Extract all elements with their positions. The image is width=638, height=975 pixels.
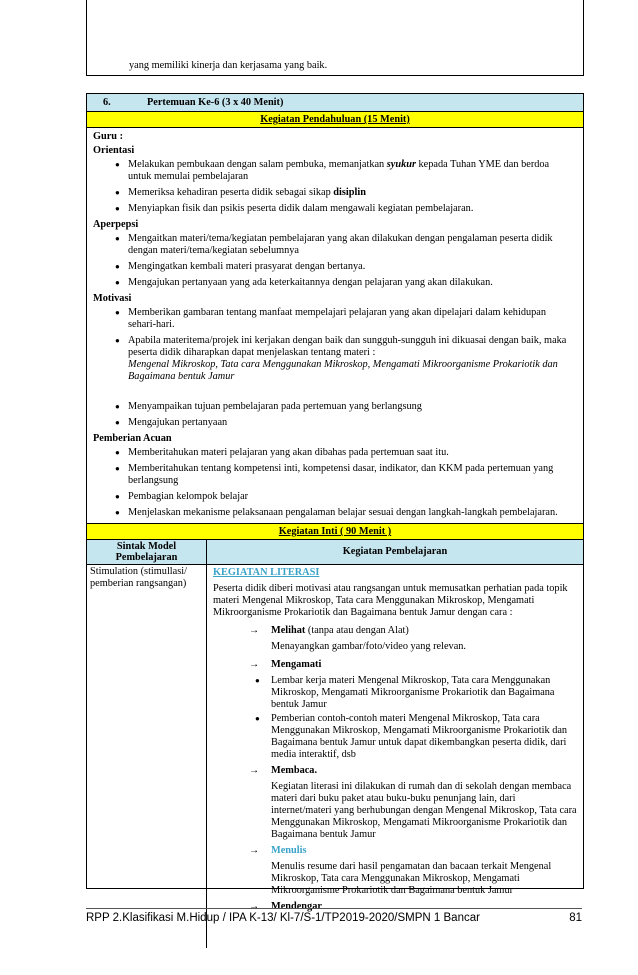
motivasi-list — [93, 307, 583, 383]
fragment-text: yang memiliki kinerja dan kerjasama yang baik. — [129, 60, 328, 71]
sintak-cell: Stimulation (stimullasi/ pemberian rangsangan) — [87, 565, 207, 948]
page-footer — [86, 908, 582, 924]
list-item: ● Memberitahukan materi pelajaran yang akan dibahas pada pertemuan saat itu. — [93, 447, 583, 459]
list-item: ● Pemberian contoh-contoh materi Mengenal Mikroskop, Tata cara Menggunakan Mikroskop, Mengamati Mikroorganisme Prokariotik dan Bagaimana bentuk Jamur untuk dapat dikembangkan peserta didik, dari media interaktif, dsb — [213, 713, 577, 761]
apersepsi-list — [93, 233, 583, 289]
menulis-desc: Menulis resume dari hasil pengamatan dan bacaan terkait Mengenal Mikroskop, Tata cara Menggunakan Mikroskop, Mengamati Mikroorganisme Prokariotik dan Bagaimana bentuk Jamur — [271, 861, 552, 896]
list-item: ● Mengajukan pertanyaan yang ada keterkaitannya dengan pelajaran yang akan dilakukan. — [93, 277, 583, 289]
apersepsi-label: Aperpepsi — [93, 219, 139, 230]
melihat-desc: Menayangkan gambar/foto/video yang relevan. — [271, 641, 466, 652]
melihat-step: → Melihat (tanpa atau dengan Alat) — [249, 625, 409, 636]
list-item: ● Memeriksa kehadiran peserta didik sebagai sikap disiplin — [93, 187, 583, 199]
kegiatan-cell — [207, 565, 583, 948]
motivasi-label: Motivasi — [93, 293, 132, 304]
section-title: Pertemuan Ke-6 (3 x 40 Menit) — [147, 96, 284, 108]
menulis-step: → Menulis — [249, 845, 307, 856]
list-item: ● Lembar kerja materi Mengenal Mikroskop, Tata cara Menggunakan Mikroskop, Mengamati Mikroorganisme Prokariotik dan Bagaimana bentuk Jamur — [213, 675, 577, 711]
list-item: ● Menjelaskan mekanisme pelaksanaan pengalaman belajar sesuai dengan langkah-langkah pembelajaran. — [93, 507, 583, 519]
inti-band: Kegiatan Inti ( 90 Menit ) — [87, 523, 583, 540]
inti-body — [87, 565, 583, 948]
inti-column-header — [87, 540, 583, 565]
pendahuluan-band: Kegiatan Pendahuluan (15 Menit) — [87, 112, 583, 128]
orientasi-label: Orientasi — [93, 145, 135, 156]
acuan-label: Pemberian Acuan — [93, 433, 172, 444]
list-item: ● Pembagian kelompok belajar — [93, 491, 583, 503]
mengamati-step: → Mengamati — [249, 659, 322, 670]
membaca-step: → Membaca. — [249, 765, 318, 776]
sintak-header: Sintak Model Pembelajaran — [87, 540, 207, 564]
list-item: ● Menyiapkan fisik dan psikis peserta didik dalam mengawali kegiatan pembelajaran. — [93, 203, 583, 215]
mendengar-step: → Mendengar — [249, 901, 322, 912]
list-item: ● Apabila materitema/projek ini kerjakan dengan baik dan sungguh-sungguh ini dikuasai dengan baik, maka peserta didik diharapkan dapat menjelaskan tentang materi : Mengenal Mikroskop, Tata cara Menggunakan Mikroskop, Mengamati Mikroorganisme Prokariotik dan Bagaimana bentuk Jamur — [93, 335, 583, 383]
list-item: ● Mengingatkan kembali materi prasyarat dengan bertanya. — [93, 261, 583, 273]
acuan-list — [93, 447, 583, 519]
previous-table-fragment — [86, 0, 584, 76]
page-number: 81 — [569, 912, 582, 924]
orientasi-list — [93, 159, 583, 215]
section-number: 6. — [103, 96, 111, 108]
list-item: ● Melakukan pembukaan dengan salam pembuka, memanjatkan syukur kepada Tuhan YME dan berdoa untuk memulai pembelajaran — [93, 159, 583, 183]
lesson-table — [86, 93, 584, 912]
intro-text: Peserta didik diberi motivasi atau rangsangan untuk memusatkan perhatian pada topik materi Mengenal Mikroskop, Tata cara Menggunakan Mikroskop, Mengamati Mikroorganisme Prokariotik dan Bagaimana bentuk Jamur dengan cara : — [213, 583, 568, 618]
list-item: ● Mengaitkan materi/tema/kegiatan pembelajaran yang akan dilakukan dengan pengalaman peserta didik dengan materi/tema/kegiatan sebelumnya — [93, 233, 583, 257]
pendahuluan-content — [87, 128, 583, 519]
section-header — [87, 94, 583, 112]
motivasi-list-2 — [93, 401, 583, 429]
list-item: ● Menyampaikan tujuan pembelajaran pada pertemuan yang berlangsung — [93, 401, 583, 413]
kegiatan-header: Kegiatan Pembelajaran — [342, 546, 448, 557]
guru-label: Guru : — [93, 131, 124, 142]
list-item: ● Memberikan gambaran tentang manfaat mempelajari pelajaran yang akan dipelajari dalam kehidupan sehari-hari. — [93, 307, 583, 331]
mengamati-list — [213, 675, 577, 761]
membaca-desc: Kegiatan literasi ini dilakukan di rumah dan di sekolah dengan membaca materi dari buku paket atau buku-buku penunjang lain, dari internet/materi yang berhubungan dengan Mengenal Mikroskop, Tata cara Menggunakan Mikroskop, Mengamati Mikroorganisme Prokariotik dan Bagaimana bentuk Jamur — [271, 781, 577, 840]
literasi-heading: KEGIATAN LITERASI — [213, 567, 320, 578]
list-item: ● Memberitahukan tentang kompetensi inti, kompetensi dasar, indikator, dan KKM pada pertemuan yang berlangsung — [93, 463, 583, 487]
list-item: ● Mengajukan pertanyaan — [93, 417, 583, 429]
footer-text: RPP 2.Klasifikasi M.Hidup / IPA K-13/ Kl-7/S-1/TP2019-2020/SMPN 1 Bancar — [86, 912, 480, 924]
